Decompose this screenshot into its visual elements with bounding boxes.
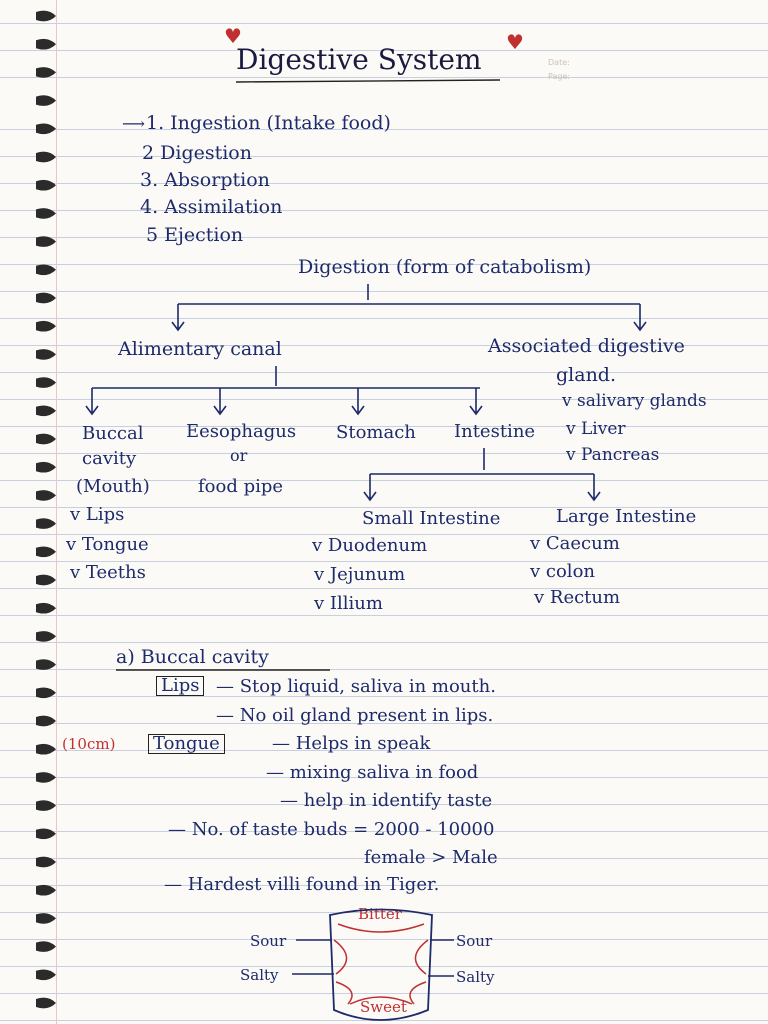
spiral-ring [36, 39, 56, 50]
taste-bitter: Bitter [358, 905, 402, 923]
gland-pancreas: v Pancreas [566, 445, 660, 465]
taste-buds-note: — No. of taste buds = 2000 - 10000 [168, 819, 495, 840]
page-stamp [548, 56, 570, 84]
esophagus-label: Eesophagus [186, 421, 297, 442]
spiral-ring [36, 800, 56, 811]
step-absorption: 3. Absorption [140, 169, 270, 191]
associated-gland-label: Associated digestive [488, 335, 685, 357]
spiral-ring [36, 631, 56, 642]
tongue-size: (10cm) [62, 735, 116, 753]
spiral-ring [36, 152, 56, 163]
lips-note-2: — No oil gland present in lips. [216, 705, 494, 726]
spiral-ring [36, 969, 56, 980]
large-intestine-caecum: v Caecum [530, 533, 620, 554]
buccal-label-3: (Mouth) [76, 476, 150, 497]
spiral-ring [36, 293, 56, 304]
stomach-label: Stomach [336, 422, 416, 443]
taste-salty-left: Salty [240, 966, 279, 984]
section-buccal-cavity: a) Buccal cavity [116, 646, 269, 668]
step-assimilation: 4. Assimilation [140, 196, 283, 218]
spiral-ring [36, 180, 56, 191]
spiral-ring [36, 434, 56, 445]
lips-note-1: — Stop liquid, saliva in mouth. [216, 676, 496, 697]
spiral-ring [36, 518, 56, 529]
step-ingestion: 1. Ingestion (Intake food) [146, 112, 391, 134]
mouth-part-teeth: v Teeths [70, 562, 146, 583]
spiral-ring [36, 716, 56, 727]
large-intestine-rectum: v Rectum [534, 587, 621, 608]
esophagus-or: or [230, 446, 248, 465]
food-pipe-label: food pipe [198, 476, 284, 497]
gland-liver: v Liver [566, 419, 626, 439]
spiral-ring [36, 462, 56, 473]
taste-sour-left: Sour [250, 932, 287, 950]
step-digestion: 2 Digestion [142, 142, 252, 164]
digestion-heading: Digestion (form of catabolism) [298, 256, 592, 278]
spiral-ring [36, 828, 56, 839]
small-intestine-duodenum: v Duodenum [312, 535, 428, 556]
spiral-ring [36, 321, 56, 332]
buccal-label-2: cavity [82, 448, 137, 469]
spiral-ring [36, 95, 56, 106]
spiral-ring [36, 659, 56, 670]
stamp-page: Page: [548, 72, 571, 81]
tongue-note-1: — Helps in speak [272, 733, 431, 754]
stamp-date: Date: [548, 58, 570, 67]
spiral-ring [36, 546, 56, 557]
villi-note: — Hardest villi found in Tiger. [164, 874, 440, 895]
spiral-ring [36, 772, 56, 783]
spiral-ring [36, 857, 56, 868]
arrow-icon: ⟶ [122, 114, 145, 133]
taste-sweet: Sweet [360, 998, 407, 1016]
spiral-ring [36, 603, 56, 614]
tongue-box: Tongue [148, 734, 225, 754]
lips-box: Lips [156, 676, 204, 696]
tongue-note-3: — help in identify taste [280, 790, 493, 811]
tongue-note-2: — mixing saliva in food [266, 762, 479, 783]
heart-icon: ♥ [224, 24, 242, 48]
spiral-ring [36, 575, 56, 586]
spiral-ring [36, 687, 56, 698]
spiral-ring [36, 123, 56, 134]
spiral-ring [36, 11, 56, 22]
spiral-ring [36, 349, 56, 360]
taste-salty-right: Salty [456, 968, 495, 986]
mouth-part-lips: v Lips [70, 504, 125, 525]
heart-icon: ♥ [506, 30, 524, 54]
spiral-ring [36, 67, 56, 78]
spiral-ring [36, 998, 56, 1009]
spiral-ring [36, 913, 56, 924]
small-intestine-illium: v Illium [314, 593, 383, 614]
spiral-ring [36, 405, 56, 416]
buccal-label: Buccal [82, 423, 144, 444]
taste-buds-note-2: female > Male [364, 847, 498, 868]
gland-salivary: v salivary glands [562, 391, 707, 411]
spiral-ring [36, 885, 56, 896]
spiral-ring [36, 236, 56, 247]
small-intestine-jejunum: v Jejunum [314, 564, 406, 585]
taste-sour-right: Sour [456, 932, 493, 950]
step-ejection: 5 Ejection [146, 224, 244, 246]
associated-gland-label-2: gland. [556, 364, 617, 386]
spiral-binding [0, 0, 60, 1024]
spiral-ring [36, 208, 56, 219]
spiral-ring [36, 744, 56, 755]
spiral-ring [36, 941, 56, 952]
mouth-part-tongue: v Tongue [66, 534, 149, 555]
spiral-ring [36, 377, 56, 388]
spiral-ring [36, 264, 56, 275]
intestine-label: Intestine [454, 421, 536, 442]
large-intestine-colon: v colon [530, 561, 595, 582]
page-title: Digestive System [236, 43, 482, 76]
spiral-ring [36, 490, 56, 501]
large-intestine-label: Large Intestine [556, 506, 697, 527]
alimentary-canal-label: Alimentary canal [118, 338, 282, 360]
small-intestine-label: Small Intestine [362, 508, 501, 529]
